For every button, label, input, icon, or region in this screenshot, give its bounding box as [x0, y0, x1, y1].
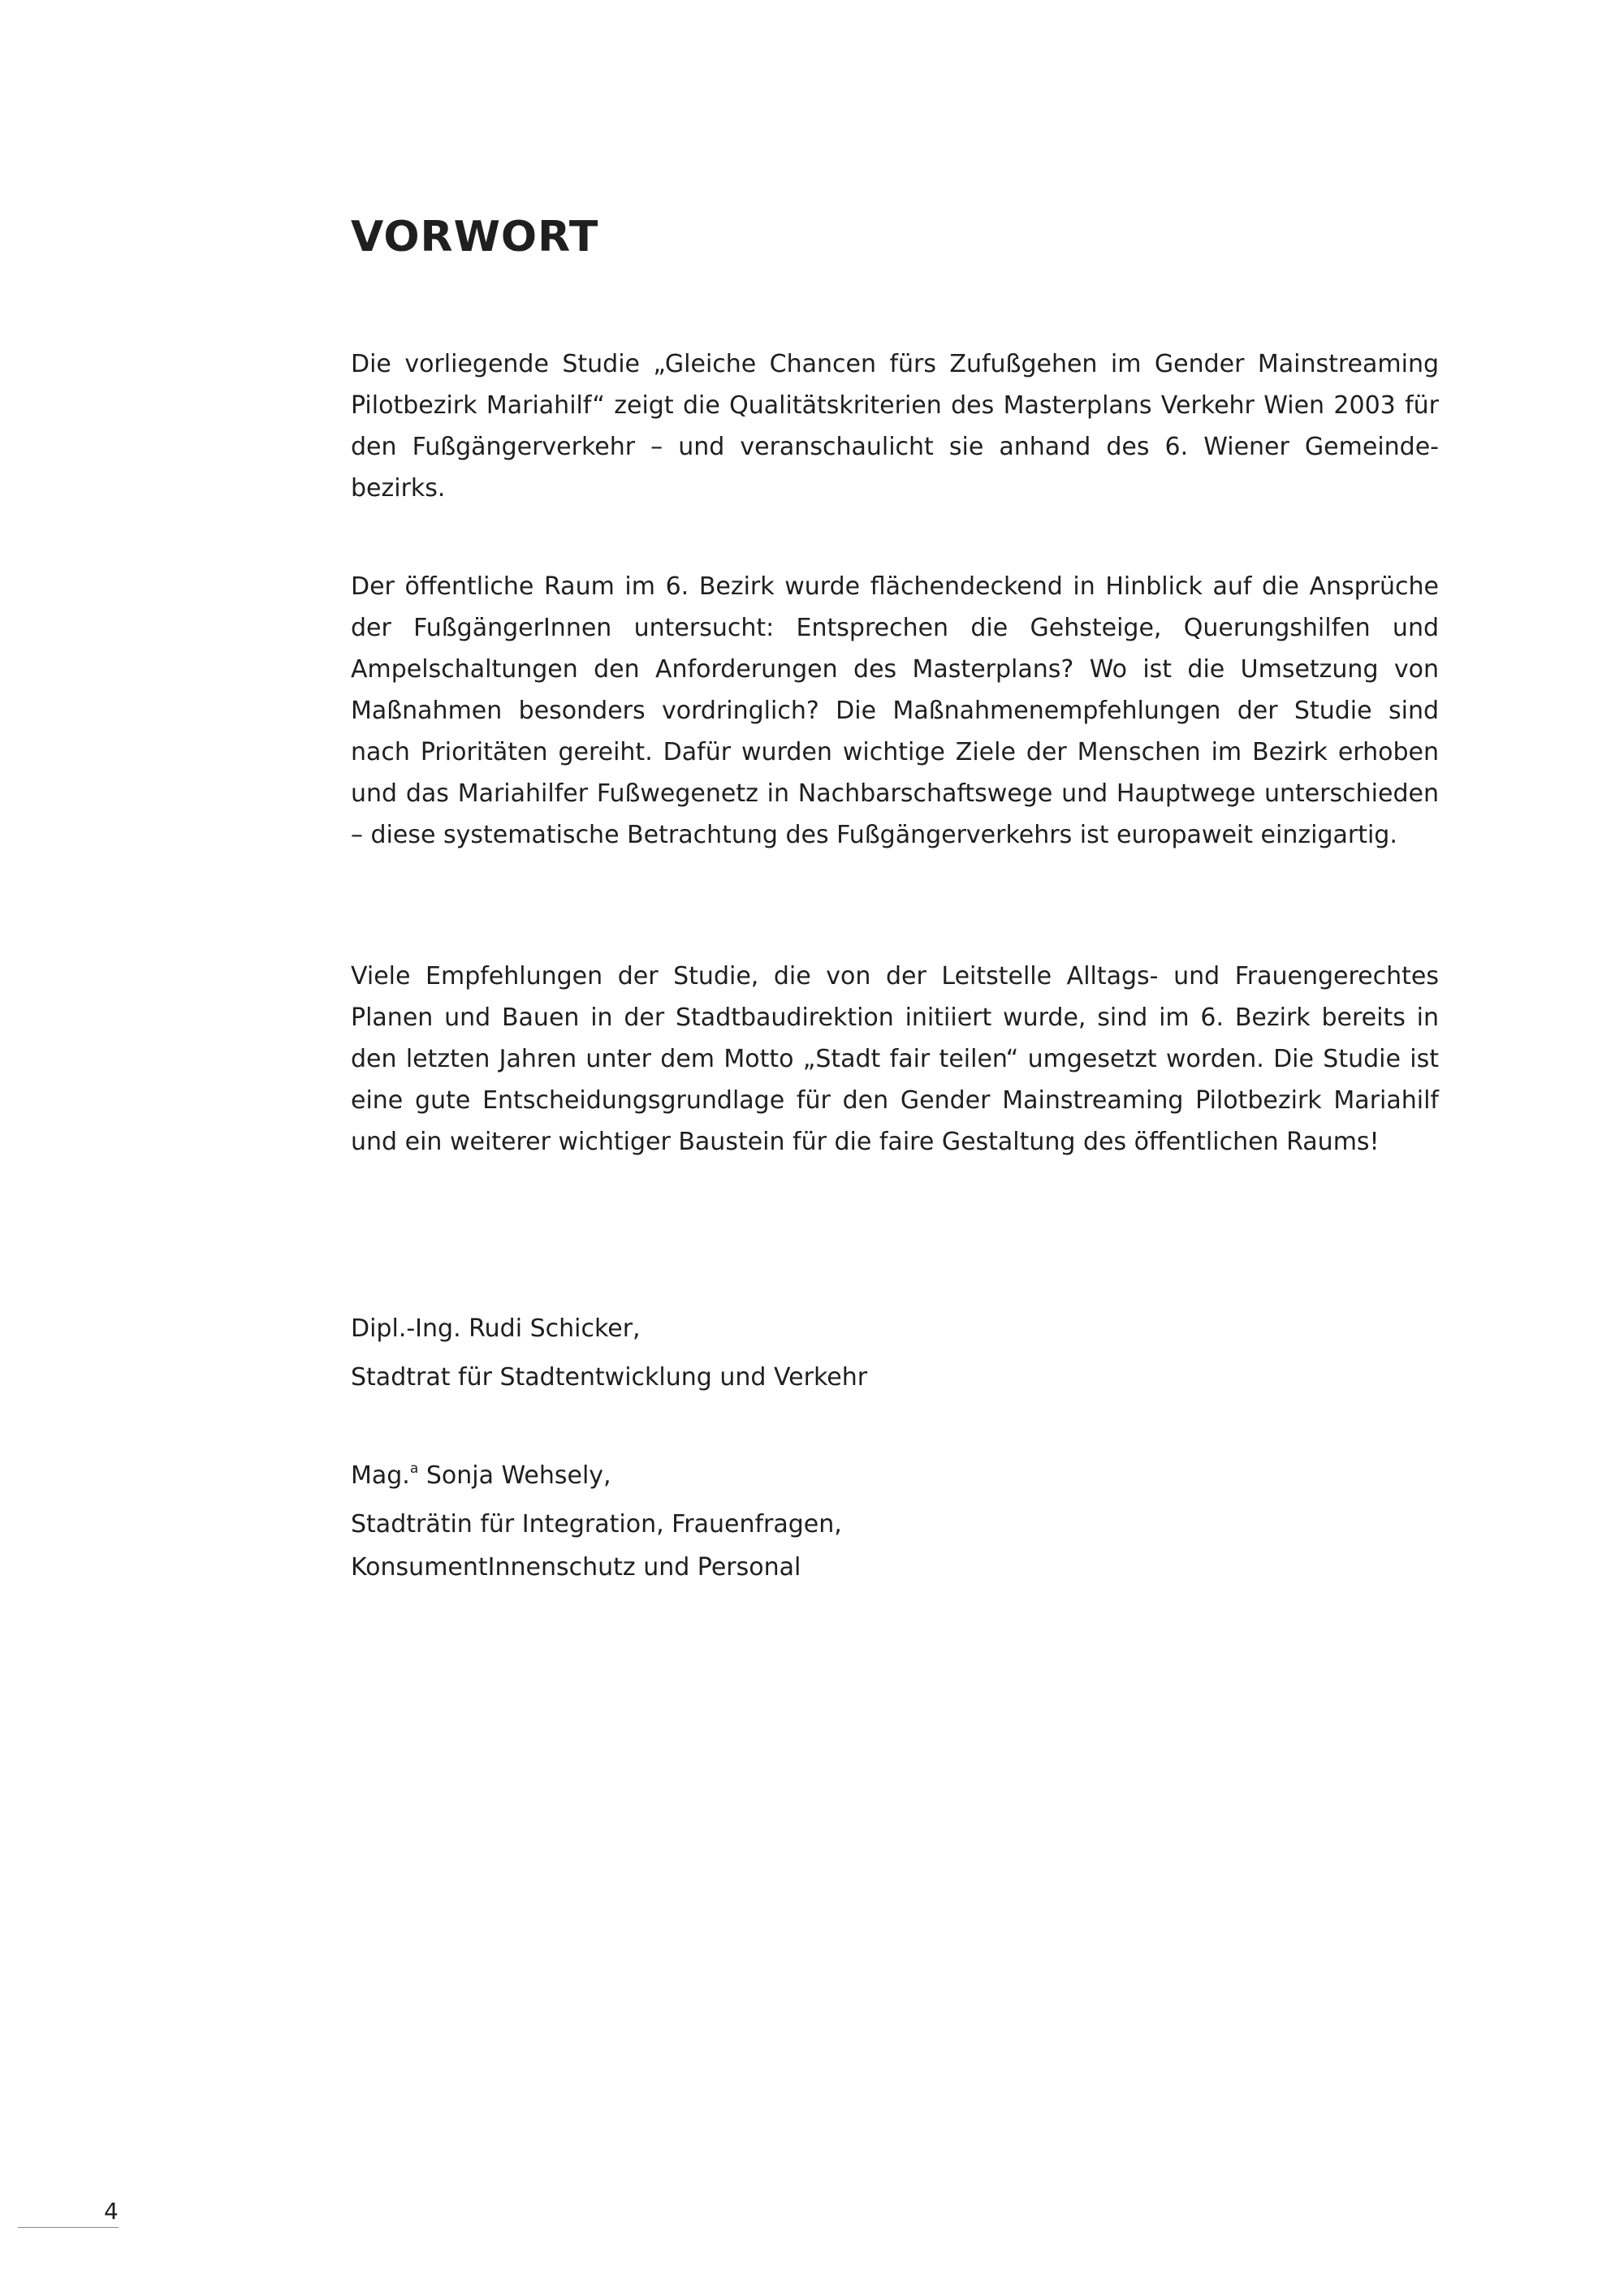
signatory-2-title-line-2: KonsumentInnenschutz und Personal: [351, 1553, 801, 1582]
foreword-paragraph-1: Die vorliegende Studie „Gleiche Chancen fürs Zufußgehen im Gender Mainstreaming Pilotbezirk Mariahilf“ zeigt die Qualitätskriterien des Masterplans Verkehr Wien 2003 für den Fußgängerverkehr – und veranschaulicht sie anhand des 6. Wiener Gemeindebezirks.: [351, 350, 1439, 503]
signatory-2-name: [351, 1455, 611, 1496]
page-title: VORWORT: [351, 213, 599, 261]
signatory-2-name-rest: Sonja Wehsely,: [418, 1461, 611, 1490]
foreword-paragraph-2: Der öffentliche Raum im 6. Bezirk wurde flächendeckend in Hinblick auf die Ansprüche der FußgängerInnen untersucht: Entsprechen die Gehsteige, Querungshilfen und Ampelschaltungen den Anforderungen des Masterplans? Wo ist die Umsetzung von Maßnahmen besonders vordringlich? Die Maßnahmenempfehlungen der Studie sind nach Prioritäten gereiht. Dafür wurden wichtige Ziele der Menschen im Bezirk erhoben und das Mariahilfer Fußwegenetz in Nachbarschaftswege und Hauptwege unterschieden – diese systematische Betrachtung des Fußgängerverkehrs ist europaweit einzigartig.: [351, 572, 1439, 849]
signatory-2-name-prefix: Mag.: [351, 1461, 410, 1490]
signatory-2-title-line-1: Stadträtin für Integration, Frauenfragen,: [351, 1510, 842, 1539]
signatory-1-name: Dipl.-Ing. Rudi Schicker,: [351, 1314, 641, 1343]
page-number: 4: [104, 2198, 119, 2225]
signatory-2-name-superscript: a: [409, 1461, 419, 1477]
foreword-paragraph-3: Viele Empfehlungen der Studie, die von der Leitstelle Alltags- und Frauengerechtes Planen und Bauen in der Stadtbaudirektion initiiert wurde, sind im 6. Bezirk bereits in den letzten Jahren unter dem Motto „Stadt fair teilen“ umgesetzt worden. Die Studie ist eine gute Entscheidungsgrundlage für den Gender Mainstreaming Pilotbezirk Mariahilf und ein weiterer wichtiger Baustein für die faire Gestaltung des öffentlichen Raums!: [351, 962, 1439, 1156]
signatory-1-title: Stadtrat für Stadtentwicklung und Verkehr: [351, 1363, 868, 1392]
footer-rule: [18, 2227, 119, 2228]
